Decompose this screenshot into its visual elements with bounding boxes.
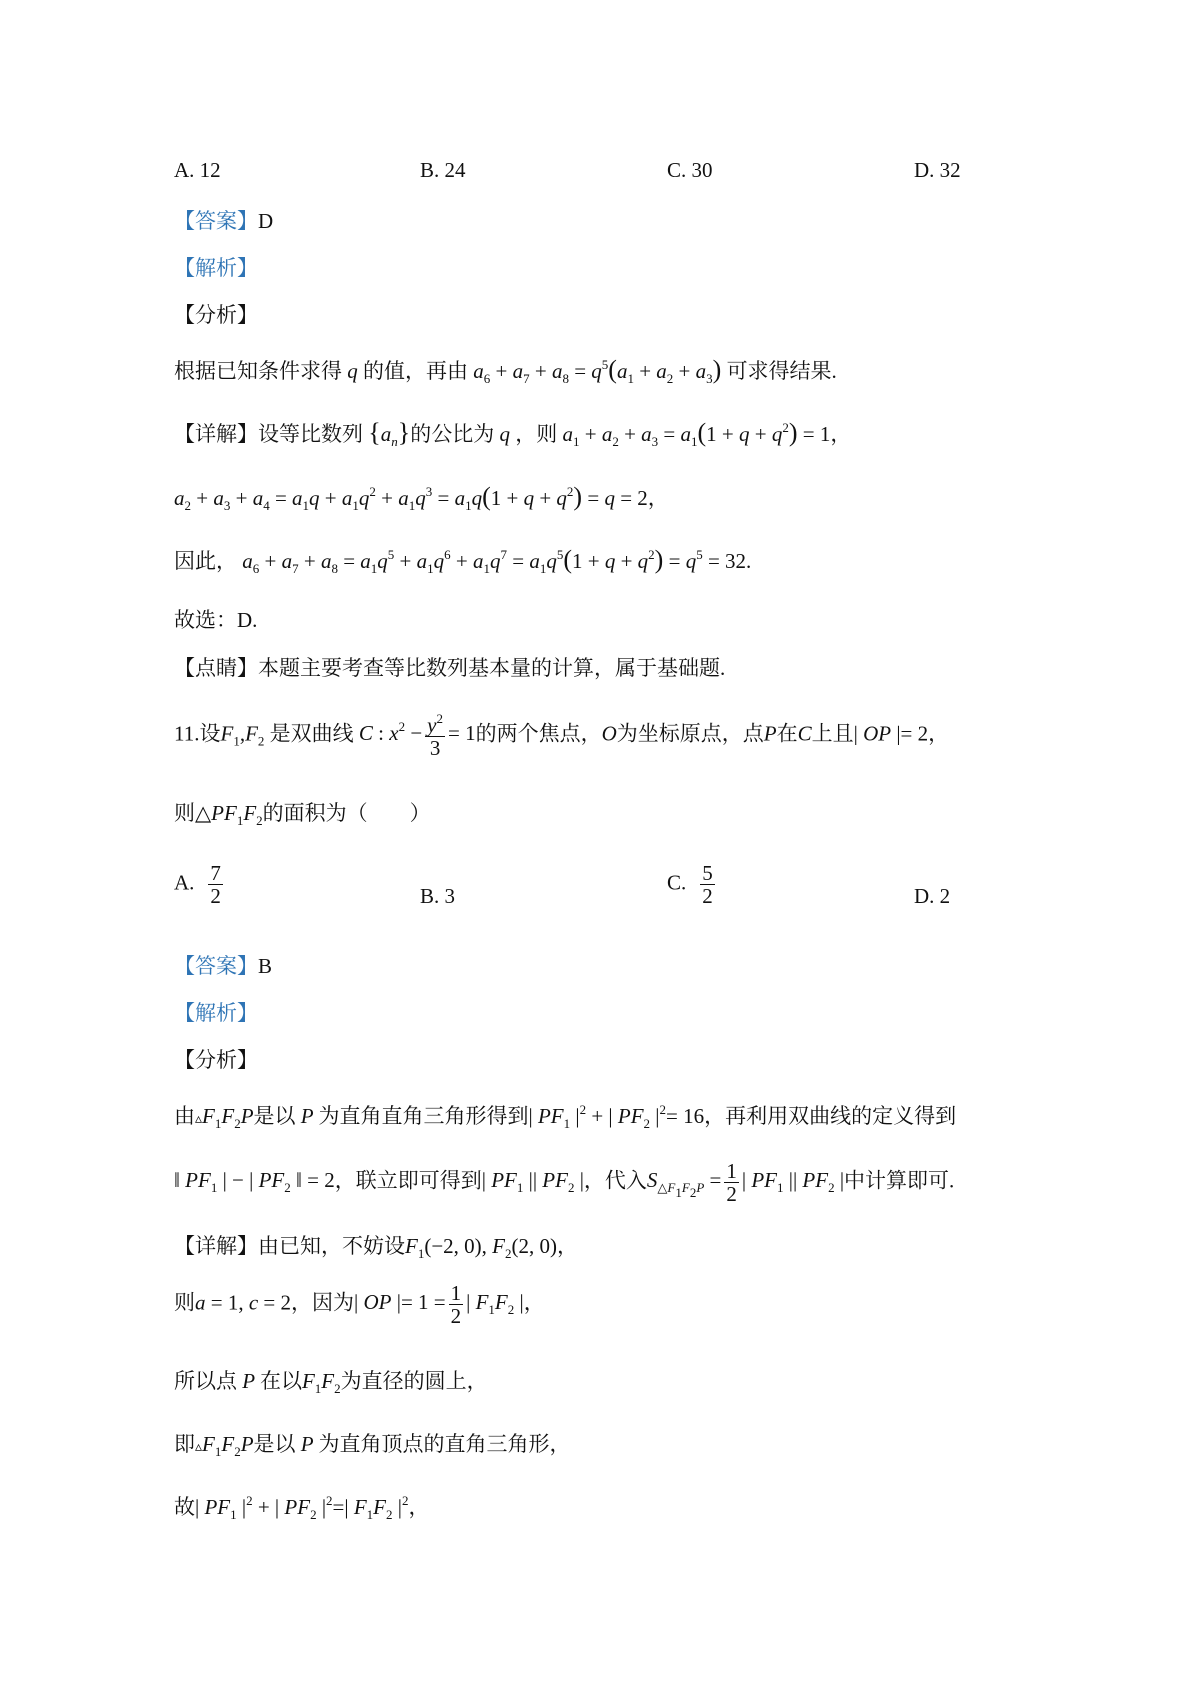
fenxi-text: 中计算即可. bbox=[844, 1168, 955, 1193]
fenxi-tag: 【分析】 bbox=[174, 303, 258, 327]
detail-text: 由已知，不妨设 bbox=[258, 1234, 405, 1258]
detail-line-2 bbox=[174, 482, 669, 514]
q11-stem-line-1: 11.设$F_1,F_2$ 是双曲线 C : $x^2$ − $\frac{y^2}{3}$ = 1的两个焦点，O为坐标原点，点P在C上且| OP |= 2， bbox=[174, 711, 950, 761]
detail-text: 因此， bbox=[174, 549, 237, 573]
math-p: P bbox=[295, 1432, 319, 1456]
q11-detail-line-1 bbox=[174, 1230, 578, 1262]
math-q: q bbox=[342, 359, 363, 383]
math-area: $S_{\triangle F_1F_2P}$ = $\frac{1}{2}$ | $PF_1$ || $PF_2$ | bbox=[646, 1159, 845, 1207]
math-f1f2: $F_1F_2$ bbox=[301, 1369, 341, 1396]
q11-option-c: C. $\frac{5}{2}$ bbox=[667, 861, 713, 909]
detail-line-1 bbox=[174, 418, 851, 450]
comment-line bbox=[174, 652, 725, 682]
fenxi-text: ，代入 bbox=[583, 1168, 647, 1193]
stem-text: 在 bbox=[776, 721, 798, 746]
detail-text: . bbox=[746, 549, 752, 573]
detail-text: 在以 bbox=[259, 1369, 302, 1393]
math-sequence: $\{a_n\}$ bbox=[368, 418, 411, 449]
detail-text: 的公比为 bbox=[410, 422, 495, 446]
detail-text: 为直径的圆上， bbox=[340, 1369, 488, 1393]
q11-answer-line bbox=[174, 950, 272, 980]
q11-fenxi-line-2 bbox=[174, 1160, 954, 1205]
q11-option-d: D. 2 bbox=[914, 884, 951, 908]
detail-text: 则 bbox=[174, 1290, 195, 1315]
math-q: q bbox=[494, 422, 516, 446]
option-label: A. bbox=[174, 870, 195, 895]
math-op: | OP |= 1 = $\frac{1}{2}$ | $F_1F_2$ | bbox=[354, 1281, 524, 1329]
math-hyperbola: C : $x^2$ − $\frac{y^2}{3}$ = 1 bbox=[358, 711, 476, 761]
q11-detail-line-4 bbox=[174, 1428, 570, 1460]
detail-text: ，因为 bbox=[291, 1290, 355, 1315]
fenxi-text-part: 根据已知条件求得 bbox=[174, 359, 342, 383]
detail-text: 故 bbox=[174, 1495, 195, 1519]
math-ac: a = 1, c = 2 bbox=[195, 1290, 292, 1315]
math-formula: $a_6 + a_7 + a_8 = q^5(a_1 + a_2 + a_3)$ bbox=[473, 355, 722, 386]
stem-text: ， bbox=[928, 721, 950, 746]
stem-text: 的面积为（ ） bbox=[262, 801, 431, 825]
stem-text: 是双曲线 bbox=[269, 721, 354, 746]
detail-tag: 【详解】 bbox=[174, 422, 258, 446]
math-origin: O bbox=[601, 721, 617, 746]
analysis-tag: 【解析】 bbox=[174, 256, 258, 280]
stem-text: 上且 bbox=[811, 721, 854, 746]
detail-text: ， bbox=[830, 422, 852, 446]
fenxi-text: 是以 bbox=[253, 1104, 296, 1128]
math-formula: $a_2 + a_3 + a_4 = a_1q + a_1q^2 + a_1q^3 = a_1q(1 + q + q^2) = q = 2$ bbox=[174, 482, 648, 513]
answer-value: B bbox=[258, 954, 273, 978]
math-op: | OP |= 2 bbox=[853, 721, 929, 746]
answer-line bbox=[174, 205, 273, 235]
detail-text: ，则 bbox=[515, 422, 558, 446]
stem-text: 的两个焦点， bbox=[475, 721, 602, 746]
math-triangle: $▵F_1F_2P$ bbox=[195, 1432, 254, 1459]
detail-text: ， bbox=[408, 1495, 430, 1519]
math-p: P bbox=[295, 1104, 319, 1128]
fenxi-text bbox=[174, 355, 837, 387]
detail-text: 为直角顶点的直角三角形， bbox=[318, 1432, 571, 1456]
fenxi-text: 由 bbox=[174, 1104, 195, 1128]
stem-text: 为坐标原点，点 bbox=[616, 721, 764, 746]
detail-line-3 bbox=[174, 545, 751, 577]
q11-detail-line-5 bbox=[174, 1491, 429, 1523]
detail-text: ， bbox=[557, 1234, 578, 1258]
fenxi-header bbox=[174, 299, 258, 329]
stem-text: 则 bbox=[174, 801, 195, 825]
math-formula: | $PF_1$ $|^2$ + | $PF_2$ $|^2= 16$ bbox=[528, 1102, 705, 1131]
math-foci: F bbox=[220, 721, 234, 746]
detail-text: ， bbox=[647, 486, 669, 510]
fenxi-text-part: 的值，再由 bbox=[363, 359, 468, 383]
answer-tag: 【答案】 bbox=[174, 209, 258, 233]
math-p: P bbox=[763, 721, 777, 746]
fenxi-text: ，再利用双曲线的定义得到 bbox=[704, 1104, 957, 1128]
detail-text: ， bbox=[523, 1290, 545, 1315]
detail-tag: 【详解】 bbox=[174, 1234, 258, 1258]
comment-text: 本题主要考查等比数列基本量的计算，属于基础题. bbox=[258, 656, 726, 680]
choose-line: 故选：D. bbox=[174, 608, 258, 632]
fenxi-text: 为直角直角三角形得到 bbox=[318, 1104, 529, 1128]
q11-option-b: B. 3 bbox=[420, 884, 456, 908]
math-triangle: $\triangle PF_1F_2$ bbox=[195, 801, 263, 828]
math-triangle: $▵F_1F_2P$ bbox=[195, 1104, 254, 1131]
math-formula: ‖ $PF_1$ | − | $PF_2$ ‖ = 2 bbox=[174, 1168, 335, 1196]
answer-tag: 【答案】 bbox=[174, 954, 258, 978]
option-d: D. 32 bbox=[914, 158, 961, 182]
math-formula: | $PF_1$ || $PF_2$ | bbox=[481, 1168, 584, 1196]
q11-fenxi-header bbox=[174, 1044, 258, 1074]
option-label: C. bbox=[667, 870, 687, 895]
comment-tag: 【点睛】 bbox=[174, 656, 258, 680]
detail-text: 即 bbox=[174, 1432, 195, 1456]
math-formula: $a_1 + a_2 + a_3 = a_1(1 + q + q^2) = 1$ bbox=[562, 418, 831, 449]
option-a: A. 12 bbox=[174, 158, 221, 182]
option-b: B. 24 bbox=[420, 158, 466, 182]
fenxi-text: ，联立即可得到 bbox=[334, 1168, 482, 1193]
math-p: P bbox=[237, 1369, 260, 1393]
fenxi-text-part: 可求得结果. bbox=[726, 359, 837, 383]
q11-detail-line-2 bbox=[174, 1282, 545, 1327]
detail-text: 所以点 bbox=[174, 1369, 237, 1393]
q11-option-a: A. $\frac{7}{2}$ bbox=[174, 861, 221, 909]
fenxi-tag: 【分析】 bbox=[174, 1048, 258, 1072]
analysis-tag: 【解析】 bbox=[174, 1001, 258, 1025]
q11-analysis-header bbox=[174, 997, 258, 1027]
math-formula: | $PF_1$ $|^2$ + | $PF_2$ $|^2=|$ $F_1F_2$ $|^2$ bbox=[195, 1493, 409, 1522]
option-c: C. 30 bbox=[667, 158, 713, 182]
stem-text: 11.设 bbox=[174, 721, 221, 746]
q11-fenxi-line-1 bbox=[174, 1100, 956, 1132]
math-foci-coords: $F_1(-2$, 0), $F_2(2$, 0) bbox=[405, 1234, 557, 1261]
detail-text: 设等比数列 bbox=[258, 422, 363, 446]
detail-text: 是以 bbox=[253, 1432, 296, 1456]
math-formula: $a_6 + a_7 + a_8 = a_1q^5 + a_1q^6 + a_1q^7 = a_1q^5(1 + q + q^2) = q^5 = 32$ bbox=[242, 545, 747, 576]
math-c: C bbox=[797, 721, 812, 746]
q11-stem-line-2 bbox=[174, 797, 431, 829]
answer-value: D bbox=[258, 209, 274, 233]
q11-detail-line-3 bbox=[174, 1365, 488, 1397]
analysis-header bbox=[174, 252, 258, 282]
